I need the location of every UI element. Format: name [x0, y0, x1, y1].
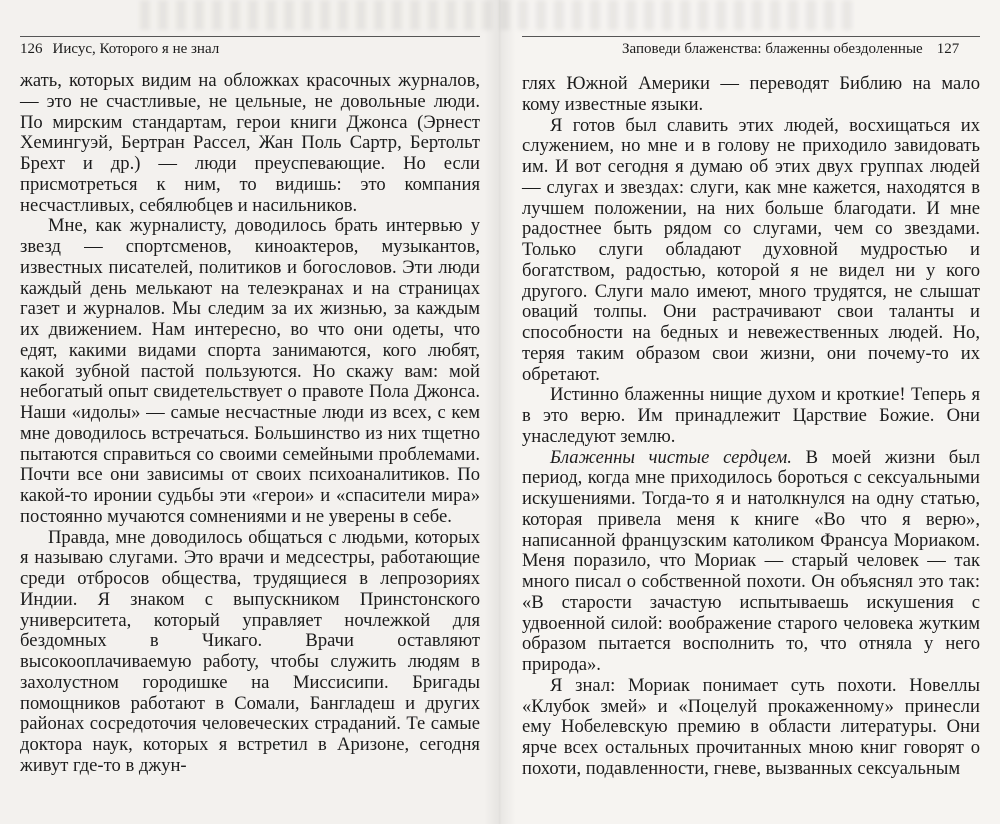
left-header-rule	[20, 36, 480, 37]
right-paragraph-5: Я знал: Мориак понимает суть похоти. Новеллы «Клубок змей» и «Поцелуй прокаженному» принесли ему Нобелевскую премию в области литературы. Они ярче всех остальных прочитанных мною книг говорят о похоти, подавленности, гневе, вызванных сексуальным	[522, 674, 980, 779]
right-running-head	[622, 40, 959, 58]
left-paragraph-1: жать, которых видим на обложках красочных журналов, — это не счастливые, не цельные, не довольные люди. По мирским стандартам, герои книги Джонса (Эрнест Хемингуэй, Бертран Рассел, Жан Поль Сартр, Бертольт Брехт и др.) — люди преуспевающие. Но если присмотреться к ним, то видишь: это компания несчастливых, себялюбцев и насильников.	[20, 70, 480, 216]
italic-lead: Блаженны чистые сердцем.	[550, 446, 792, 468]
left-running-head	[20, 40, 219, 58]
right-header-rule	[522, 36, 980, 37]
left-running-title: Иисус, Которого я не знал	[52, 41, 220, 57]
right-paragraph-3: Истинно блаженны нищие духом и кроткие! Теперь я в это верю. Им принадлежит Царствие Божие. Они унаследуют землю.	[522, 384, 980, 447]
left-paragraph-2: Мне, как журналисту, доводилось брать интервью у звезд — спортсменов, киноактеров, музыкантов, известных писателей, политиков и богословов. Эти люди каждый день мелькают на телеэкранах и на страницах газет и журналов. Мы следим за их жизнью, за каждым их движением. Нам интересно, во что они одеты, что едят, какими видами спорта занимаются, кого любят, какой зубной пастой пользуются. Но скажу вам: мой небогатый опыт свидетельствует о правоте Пола Джонса. Наши «идолы» — самые несчастные люди из всех, с кем мне доводилось встречаться. Большинство из них тщетно пытаются справиться со своими семейными проблемами. Почти все они зависимы от своих психоаналитиков. По какой-то иронии судьбы эти «герои» и «спасители мира» постоянно мучаются сомнениями и не уверены в себе.	[20, 215, 480, 527]
right-paragraph-4	[522, 448, 980, 676]
right-paragraph-1: глях Южной Америки — переводят Библию на мало кому известные языки.	[522, 73, 980, 115]
left-page-number: 126	[20, 41, 43, 57]
right-page-number: 127	[936, 41, 960, 57]
right-paragraph-2: Я готов был славить этих людей, восхищаться их служением, но мне и в голову не приходило завидовать им. И вот сегодня я думаю об этих двух группах людей — слугах и звездах: слуги, как мне кажется, находятся в лучшем положении, на них больше благодати. И мне радостнее быть рядом со слугами, чем со звездами. Только слуги обладают духовной мудростью и богатством, радостью, которой я не видел ни у кого другого. Слуги мало имеют, много трудятся, не слышат оваций толпы. Они растрачивают свои таланты и способности на бедных и невежественных людей. Но, теряя таким образом свои жизни, они почему-то их обретают.	[522, 114, 980, 385]
right-body-text	[522, 74, 980, 780]
right-paragraph-4-text: В моей жизни был период, когда мне приходилось бороться с сексуальными искушениями. Тогда-то я и натолкнулся на одну статью, которая привела меня к книге «Во что я верю», написанной французским католиком Франсуа Мориаком. Меня поразило, что Мориак — старый человек — так много писал о собственной похоти. Он объяснял это так: «В старости зачастую испытываешь искушения с удвоенной силой: воображение старого человека жутким образом пытается восполнить то, что отняла у него природа».	[522, 446, 980, 675]
left-paragraph-3: Правда, мне доводилось общаться с людьми, которых я называю слугами. Это врачи и медсестры, работающие среди отбросов общества, трудящиеся в лепрозориях Индии. Я знаком с выпускником Принстонского университета, который управляет ночлежкой для бездомных в Чикаго. Врачи оставляют высокооплачиваемую работу, чтобы служить людям в захолустном городишке на Миссисипи. Бригады помощников работают в Сомали, Бангладеш и других районах сосредоточия человеческих страданий. Те самые доктора наук, которых я встретил в Аризоне, сегодня живут где-то в джун-	[20, 526, 480, 776]
left-body-text	[20, 71, 480, 777]
book-gutter	[484, 0, 516, 824]
right-running-title: Заповеди блаженства: блаженны обездоленные	[622, 41, 923, 57]
